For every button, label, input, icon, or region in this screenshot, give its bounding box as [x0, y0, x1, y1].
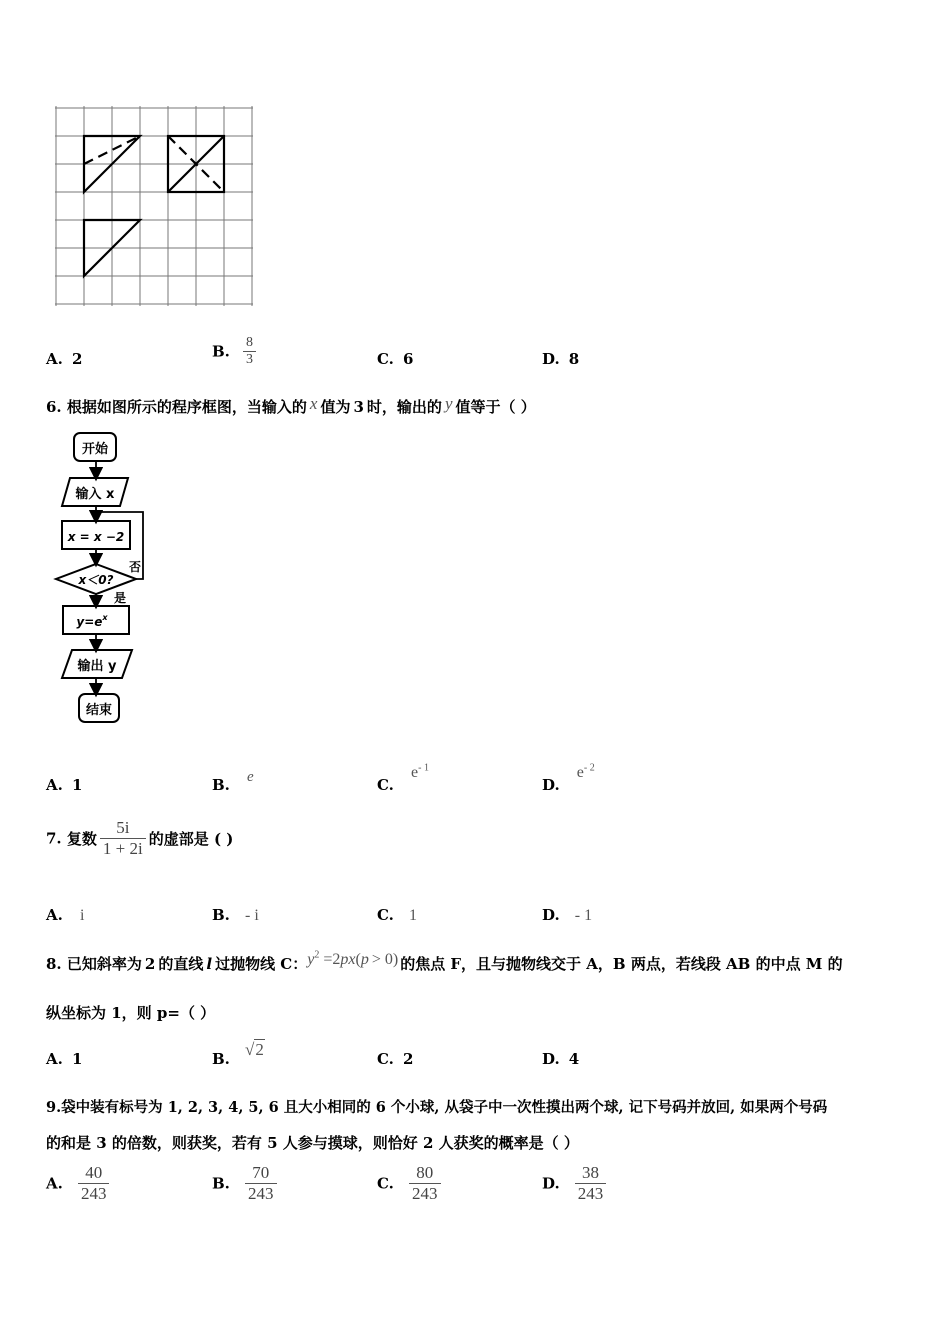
q9-option-a: A. $\frac{40}{243}$: [46, 1163, 109, 1204]
flow-start-text: 开始: [81, 442, 109, 457]
q8-option-c: C. 2: [377, 1050, 414, 1068]
q7-option-b: B. - i: [212, 906, 259, 924]
q5-option-b: B. $\frac{8}{3}$: [212, 335, 256, 368]
flow-condition-text: x＜0?: [78, 573, 114, 587]
q6-question: 6. 根据如图所示的程序框图，当输入的 x 值为 3 时，输出的 y 值等于（ ）: [46, 394, 536, 416]
q6-option-c: C. $e^{- 1}$: [377, 762, 429, 794]
q5-option-a: A. 2: [46, 350, 83, 368]
flow-calc-text: $y=e^x$: [76, 613, 108, 629]
q7-option-c: C. 1: [377, 906, 417, 924]
q9-option-d: D. $\frac{38}{243}$: [542, 1163, 606, 1204]
q8-option-a: A. 1: [46, 1050, 83, 1068]
sqrt-two: √2: [245, 1040, 264, 1059]
parabola-formula: $y^2 =2px(p > 0)$: [307, 949, 399, 968]
q5-option-c: C. 6: [377, 350, 414, 368]
flow-assign-text: x = x −2: [67, 530, 125, 544]
q7-option-d: D. - 1: [542, 906, 593, 924]
three-view-grid-figure: [50, 102, 260, 312]
q8-option-b: B. √2: [212, 1040, 264, 1068]
flow-yes-label: 是: [114, 591, 127, 605]
program-flowchart: [50, 428, 160, 728]
q7-question: 7. 复数 $\frac{5i}{1 + 2i}$ 的虚部是 ( ): [46, 818, 234, 858]
q9-option-b-fraction: $\frac{70}{243}$: [245, 1163, 277, 1204]
flow-output-text: 输出 y: [77, 659, 117, 674]
q6-option-a: A. 1: [46, 776, 83, 794]
q8-question-line1: 8. 已知斜率为 2 的直线 l 过抛物线 C：$y^2 =2px(p > 0)$ 的焦点 F，且与抛物线交于 A，B 两点，若线段 AB 的中点 M 的: [46, 949, 843, 973]
q9-option-a-fraction: $\frac{40}{243}$: [78, 1163, 110, 1204]
q5-option-b-fraction: $\frac{8}{3}$: [243, 335, 256, 368]
q6-option-b: B. e: [212, 769, 254, 794]
q9-option-d-fraction: $\frac{38}{243}$: [575, 1163, 607, 1204]
q8-question-line2: 纵坐标为 1，则 p=（ ）: [46, 1004, 216, 1022]
flow-input-text: 输入 x: [75, 487, 115, 502]
q8-option-d: D. 4: [542, 1050, 580, 1068]
q9-question-line1: 9.袋中装有标号为 1, 2, 3, 4, 5, 6 且大小相同的 6 个小球, 从袋子中一次性摸出两个球, 记下号码并放回, 如果两个号码: [46, 1099, 828, 1116]
q5-option-d: D. 8: [542, 350, 580, 368]
q9-option-c: C. $\frac{80}{243}$: [377, 1163, 441, 1204]
q7-fraction: $\frac{5i}{1 + 2i}$: [100, 818, 146, 859]
q7-option-a: A. i: [46, 906, 85, 924]
q9-option-c-fraction: $\frac{80}{243}$: [409, 1163, 441, 1204]
q9-option-b: B. $\frac{70}{243}$: [212, 1163, 277, 1204]
flow-end-text: 结束: [85, 703, 113, 718]
q9-question-line2: 的和是 3 的倍数，则获奖，若有 5 人参与摸球，则恰好 2 人获奖的概率是（ ）: [46, 1134, 579, 1152]
q6-option-d: D. $e^{- 2}$: [542, 762, 595, 794]
flow-no-label: 否: [129, 560, 142, 574]
